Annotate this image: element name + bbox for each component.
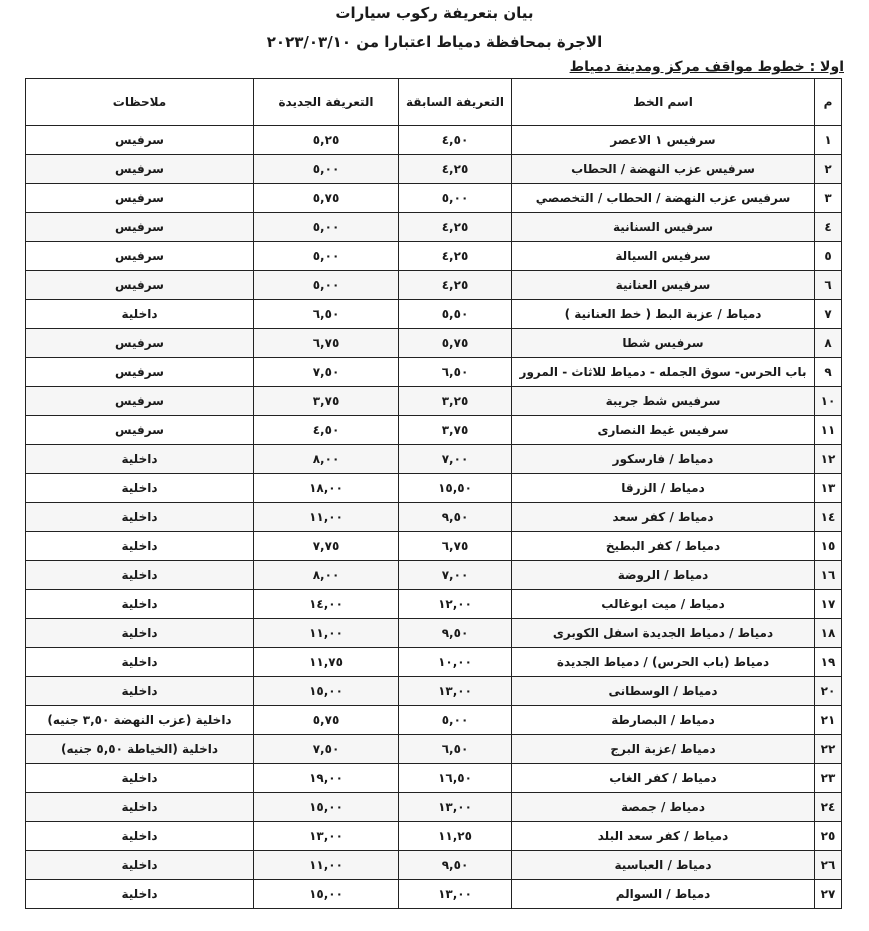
previous-fare: ٧,٠٠	[399, 445, 512, 474]
new-fare: ٥,٧٥	[254, 706, 399, 735]
previous-fare: ٤,٢٥	[399, 271, 512, 300]
table-row	[26, 416, 842, 445]
notes-cell: داخلية	[26, 503, 254, 532]
route-name: سرفيس ١ الاعصر	[512, 126, 815, 155]
new-fare: ٥,٠٠	[254, 155, 399, 184]
row-number: ٢٦	[815, 851, 842, 880]
previous-fare: ١١,٢٥	[399, 822, 512, 851]
notes-cell: داخلية	[26, 532, 254, 561]
notes-cell: سرفيس	[26, 387, 254, 416]
notes-cell: داخلية	[26, 851, 254, 880]
table-row	[26, 793, 842, 822]
notes-cell: داخلية	[26, 619, 254, 648]
row-number: ٦	[815, 271, 842, 300]
table-row	[26, 358, 842, 387]
new-fare: ١١,٠٠	[254, 503, 399, 532]
table-row	[26, 474, 842, 503]
new-fare: ١٤,٠٠	[254, 590, 399, 619]
new-fare: ٧,٥٠	[254, 735, 399, 764]
new-fare: ١٣,٠٠	[254, 822, 399, 851]
notes-cell: سرفيس	[26, 358, 254, 387]
route-name: سرفيس السنانية	[512, 213, 815, 242]
row-number: ١٩	[815, 648, 842, 677]
previous-fare: ٤,٢٥	[399, 242, 512, 271]
notes-cell: داخلية	[26, 793, 254, 822]
notes-cell: داخلية	[26, 445, 254, 474]
route-name: دمياط / كفر الغاب	[512, 764, 815, 793]
notes-cell: داخلية (الخياطة ٥,٥٠ جنيه)	[26, 735, 254, 764]
previous-fare: ١٣,٠٠	[399, 880, 512, 909]
route-name: دمياط / الوسطانى	[512, 677, 815, 706]
previous-fare: ٩,٥٠	[399, 503, 512, 532]
header-number: م	[815, 79, 842, 126]
table-row	[26, 213, 842, 242]
route-name: دمياط /عزبة البرج	[512, 735, 815, 764]
route-name: دمياط / فارسكور	[512, 445, 815, 474]
previous-fare: ٤,٢٥	[399, 213, 512, 242]
row-number: ١٢	[815, 445, 842, 474]
new-fare: ١٩,٠٠	[254, 764, 399, 793]
notes-cell: داخلية	[26, 648, 254, 677]
table-body	[26, 126, 842, 909]
notes-cell: سرفيس	[26, 126, 254, 155]
row-number: ٢٢	[815, 735, 842, 764]
new-fare: ١١,٠٠	[254, 619, 399, 648]
new-fare: ١١,٧٥	[254, 648, 399, 677]
new-fare: ٧,٥٠	[254, 358, 399, 387]
table-row	[26, 445, 842, 474]
table-row	[26, 242, 842, 271]
route-name: دمياط (باب الحرس) / دمياط الجديدة	[512, 648, 815, 677]
previous-fare: ٦,٥٠	[399, 735, 512, 764]
previous-fare: ١٠,٠٠	[399, 648, 512, 677]
table-row	[26, 735, 842, 764]
new-fare: ١٨,٠٠	[254, 474, 399, 503]
notes-cell: داخلية	[26, 561, 254, 590]
row-number: ٣	[815, 184, 842, 213]
previous-fare: ٣,٢٥	[399, 387, 512, 416]
notes-cell: سرفيس	[26, 155, 254, 184]
notes-cell: سرفيس	[26, 213, 254, 242]
row-number: ٢٥	[815, 822, 842, 851]
header-previous-fare-label: التعريفة السابقة	[405, 94, 505, 109]
notes-cell: داخلية	[26, 880, 254, 909]
row-number: ٢٤	[815, 793, 842, 822]
table-row	[26, 764, 842, 793]
notes-cell: داخلية	[26, 474, 254, 503]
previous-fare: ٥,٠٠	[399, 706, 512, 735]
section-heading: اولا : خطوط مواقف مركز ومدينة دمياط	[569, 59, 844, 75]
table-row	[26, 300, 842, 329]
notes-cell: سرفيس	[26, 271, 254, 300]
previous-fare: ٥,٥٠	[399, 300, 512, 329]
notes-cell: داخلية	[26, 590, 254, 619]
row-number: ١٨	[815, 619, 842, 648]
table-row	[26, 648, 842, 677]
previous-fare: ٥,٧٥	[399, 329, 512, 358]
route-name: دمياط / كفر البطيخ	[512, 532, 815, 561]
previous-fare: ٧,٠٠	[399, 561, 512, 590]
previous-fare: ٩,٥٠	[399, 619, 512, 648]
previous-fare: ١٣,٠٠	[399, 677, 512, 706]
route-name: سرفيس عزب النهضة / الحطاب / التخصصي	[512, 184, 815, 213]
table-row	[26, 329, 842, 358]
new-fare: ١١,٠٠	[254, 851, 399, 880]
route-name: دمياط / جمصة	[512, 793, 815, 822]
notes-cell: داخلية	[26, 300, 254, 329]
new-fare: ٨,٠٠	[254, 445, 399, 474]
previous-fare: ٥,٠٠	[399, 184, 512, 213]
row-number: ١٤	[815, 503, 842, 532]
header-route-name: اسم الخط	[512, 79, 815, 126]
new-fare: ٧,٧٥	[254, 532, 399, 561]
row-number: ٩	[815, 358, 842, 387]
table-header-row	[26, 79, 842, 126]
table-row	[26, 126, 842, 155]
previous-fare: ٦,٧٥	[399, 532, 512, 561]
route-name: سرفيس السيالة	[512, 242, 815, 271]
header-previous-fare	[399, 79, 512, 126]
table-row	[26, 387, 842, 416]
table-row	[26, 619, 842, 648]
row-number: ٤	[815, 213, 842, 242]
previous-fare: ٣,٧٥	[399, 416, 512, 445]
route-name: دمياط / الزرقا	[512, 474, 815, 503]
new-fare: ١٥,٠٠	[254, 880, 399, 909]
row-number: ١٣	[815, 474, 842, 503]
route-name: سرفيس عزب النهضة / الحطاب	[512, 155, 815, 184]
previous-fare: ٦,٥٠	[399, 358, 512, 387]
table-row	[26, 561, 842, 590]
new-fare: ٥,٠٠	[254, 213, 399, 242]
new-fare: ٨,٠٠	[254, 561, 399, 590]
new-fare: ٥,٠٠	[254, 271, 399, 300]
new-fare: ٥,٠٠	[254, 242, 399, 271]
previous-fare: ١٥,٥٠	[399, 474, 512, 503]
row-number: ١٥	[815, 532, 842, 561]
new-fare: ١٥,٠٠	[254, 677, 399, 706]
row-number: ١١	[815, 416, 842, 445]
row-number: ٧	[815, 300, 842, 329]
table-row	[26, 503, 842, 532]
table-row	[26, 851, 842, 880]
row-number: ٢٧	[815, 880, 842, 909]
new-fare: ٣,٧٥	[254, 387, 399, 416]
route-name: دمياط / دمياط الجديدة اسفل الكوبرى	[512, 619, 815, 648]
route-name: سرفيس العنانية	[512, 271, 815, 300]
new-fare: ٥,٢٥	[254, 126, 399, 155]
notes-cell: داخلية	[26, 677, 254, 706]
row-number: ١	[815, 126, 842, 155]
table-row	[26, 590, 842, 619]
new-fare: ١٥,٠٠	[254, 793, 399, 822]
notes-cell: سرفيس	[26, 184, 254, 213]
previous-fare: ١٦,٥٠	[399, 764, 512, 793]
route-name: دمياط / العباسية	[512, 851, 815, 880]
row-number: ٢١	[815, 706, 842, 735]
route-name: دمياط / كفر سعد	[512, 503, 815, 532]
table-row	[26, 155, 842, 184]
notes-cell: داخلية	[26, 822, 254, 851]
row-number: ٥	[815, 242, 842, 271]
notes-cell: سرفيس	[26, 242, 254, 271]
document-subtitle: الاجرة بمحافظة دمياط اعتبارا من ٢٠٢٣/٠٣/١٠	[266, 33, 603, 51]
table-row	[26, 184, 842, 213]
header-notes: ملاحظات	[26, 79, 254, 126]
fare-table	[25, 78, 842, 909]
route-name: سرفيس شطا	[512, 329, 815, 358]
notes-cell: سرفيس	[26, 416, 254, 445]
table-row	[26, 706, 842, 735]
route-name: دمياط / عزبة البط ( خط العنانية )	[512, 300, 815, 329]
route-name: سرفيس شط جريبة	[512, 387, 815, 416]
notes-cell: داخلية	[26, 764, 254, 793]
new-fare: ٦,٧٥	[254, 329, 399, 358]
route-name: دمياط / السوالم	[512, 880, 815, 909]
new-fare: ٦,٥٠	[254, 300, 399, 329]
notes-cell: سرفيس	[26, 329, 254, 358]
previous-fare: ٩,٥٠	[399, 851, 512, 880]
new-fare: ٤,٥٠	[254, 416, 399, 445]
document-title: بيان بتعريفة ركوب سيارات	[335, 4, 534, 22]
row-number: ٢٣	[815, 764, 842, 793]
route-name: سرفيس غيط النصارى	[512, 416, 815, 445]
row-number: ١٧	[815, 590, 842, 619]
table-row	[26, 532, 842, 561]
table-row	[26, 677, 842, 706]
route-name: دمياط / كفر سعد البلد	[512, 822, 815, 851]
table-row	[26, 880, 842, 909]
row-number: ١٦	[815, 561, 842, 590]
table-row	[26, 822, 842, 851]
previous-fare: ٤,٢٥	[399, 155, 512, 184]
notes-cell: داخلية (عزب النهضة ٣,٥٠ جنيه)	[26, 706, 254, 735]
header-new-fare: التعريفة الجديدة	[254, 79, 399, 126]
row-number: ٨	[815, 329, 842, 358]
route-name: باب الحرس- سوق الجمله - دمياط للاثاث - المرور	[512, 358, 815, 387]
route-name: دمياط / ميت ابوغالب	[512, 590, 815, 619]
new-fare: ٥,٧٥	[254, 184, 399, 213]
row-number: ٢٠	[815, 677, 842, 706]
row-number: ٢	[815, 155, 842, 184]
row-number: ١٠	[815, 387, 842, 416]
route-name: دمياط / البصارطة	[512, 706, 815, 735]
previous-fare: ١٣,٠٠	[399, 793, 512, 822]
previous-fare: ١٢,٠٠	[399, 590, 512, 619]
previous-fare: ٤,٥٠	[399, 126, 512, 155]
route-name: دمياط / الروضة	[512, 561, 815, 590]
table-row	[26, 271, 842, 300]
